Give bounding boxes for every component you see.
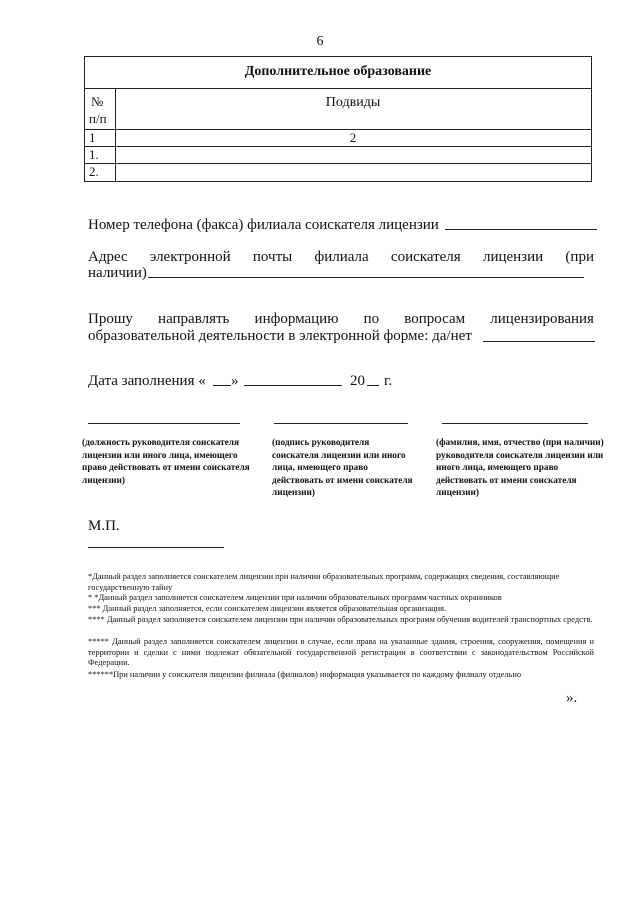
col-subtypes-header: Подвиды: [325, 95, 381, 110]
email-word: (при: [565, 249, 594, 265]
request-word: лицензирования: [490, 311, 594, 327]
date-label: Дата заполнения «: [88, 373, 206, 389]
date-quote-close: »: [231, 373, 239, 389]
additional-education-table: [84, 56, 592, 182]
request-word: направлять: [158, 311, 230, 327]
col-number-header-1: №: [91, 94, 104, 109]
email-word: электронной: [149, 249, 231, 265]
request-line2: образовательной деятельности в электронной форме: да/нет: [88, 328, 472, 344]
table-divider: [85, 146, 591, 147]
position-signature-line[interactable]: [88, 423, 240, 424]
footnote-3: *** Данный раздел заполняется, если соискателем лицензии является образовательная организация.: [88, 604, 447, 613]
footnote-1: *Данный раздел заполняется соискателем лицензии при наличии образовательных программ, содержащих сведения, составляющие государственную тайну: [88, 572, 560, 592]
table-row: 2.: [89, 164, 99, 179]
footnote-2: * *Данный раздел заполняется соискателем лицензии при наличии образовательных программ частных охранников: [88, 593, 502, 602]
stamp-label: М.П.: [88, 518, 120, 534]
table-divider: [85, 163, 591, 164]
footnote-separator: [88, 547, 224, 548]
index-cell-1: 1: [89, 130, 96, 145]
email-line: [88, 249, 594, 266]
request-word: информацию: [254, 311, 339, 327]
electronic-consent-field[interactable]: [483, 341, 595, 342]
signature-caption: (подпись руководителя соискателя лицензии или иного лица, имеющего право действовать от имени соискателя лицензии): [272, 438, 413, 498]
request-word: вопросам: [404, 311, 466, 327]
signature-line[interactable]: [274, 423, 408, 424]
index-cell-2: 2: [349, 130, 357, 145]
request-line: [88, 311, 594, 328]
date-month-field[interactable]: [244, 385, 342, 386]
col-number-header-2: п/п: [89, 111, 107, 126]
email-word: почты: [252, 249, 293, 265]
email-word: филиала: [314, 249, 369, 265]
email-word: соискателя: [390, 249, 461, 265]
email-label-line2: наличии): [88, 265, 147, 281]
closing-quote: ».: [566, 690, 578, 706]
footnote-4: **** Данный раздел заполняется соискателем лицензии при наличии образовательных программ обучения водителей транспортных средств.: [88, 615, 593, 624]
request-word: Прошу: [88, 311, 133, 327]
email-word: лицензии: [482, 249, 544, 265]
date-year-prefix: 20: [350, 373, 365, 389]
phone-label: Номер телефона (факса) филиала соискателя лицензии: [88, 217, 439, 233]
email-field[interactable]: [148, 277, 584, 278]
name-caption: (фамилия, имя, отчество (при наличии) руководителя соискателя лицензии или иного лица, имеющего право действовать от имени соискателя лицензии): [436, 438, 604, 498]
date-year-suffix: г.: [384, 373, 393, 389]
footnote-6: ******При наличии у соискателя лицензии филиала (филиалов) информация указывается по каждому филиалу отдельно: [88, 670, 522, 679]
name-signature-line[interactable]: [442, 423, 588, 424]
date-year-field[interactable]: [367, 385, 379, 386]
table-row: 1.: [89, 147, 99, 162]
position-caption: (должность руководителя соискателя лицензии или иного лица, имеющего право действовать от имени соискателя лицензии): [82, 438, 250, 486]
page-number: 6: [316, 34, 324, 49]
date-day-field[interactable]: [213, 385, 231, 386]
email-word: Адрес: [88, 249, 128, 265]
request-word: по: [363, 311, 380, 327]
footnote-5: ***** Данный раздел заполняется соискателем лицензии в случае, если права на указанные здания, строения, сооружения, помещения и территории и сделки с ними подлежат обязательной государственной регистрации в соответствии с законодательством Российской Федерации.: [88, 637, 594, 667]
table-title: Дополнительное образование: [85, 57, 591, 89]
phone-field[interactable]: [445, 229, 597, 230]
